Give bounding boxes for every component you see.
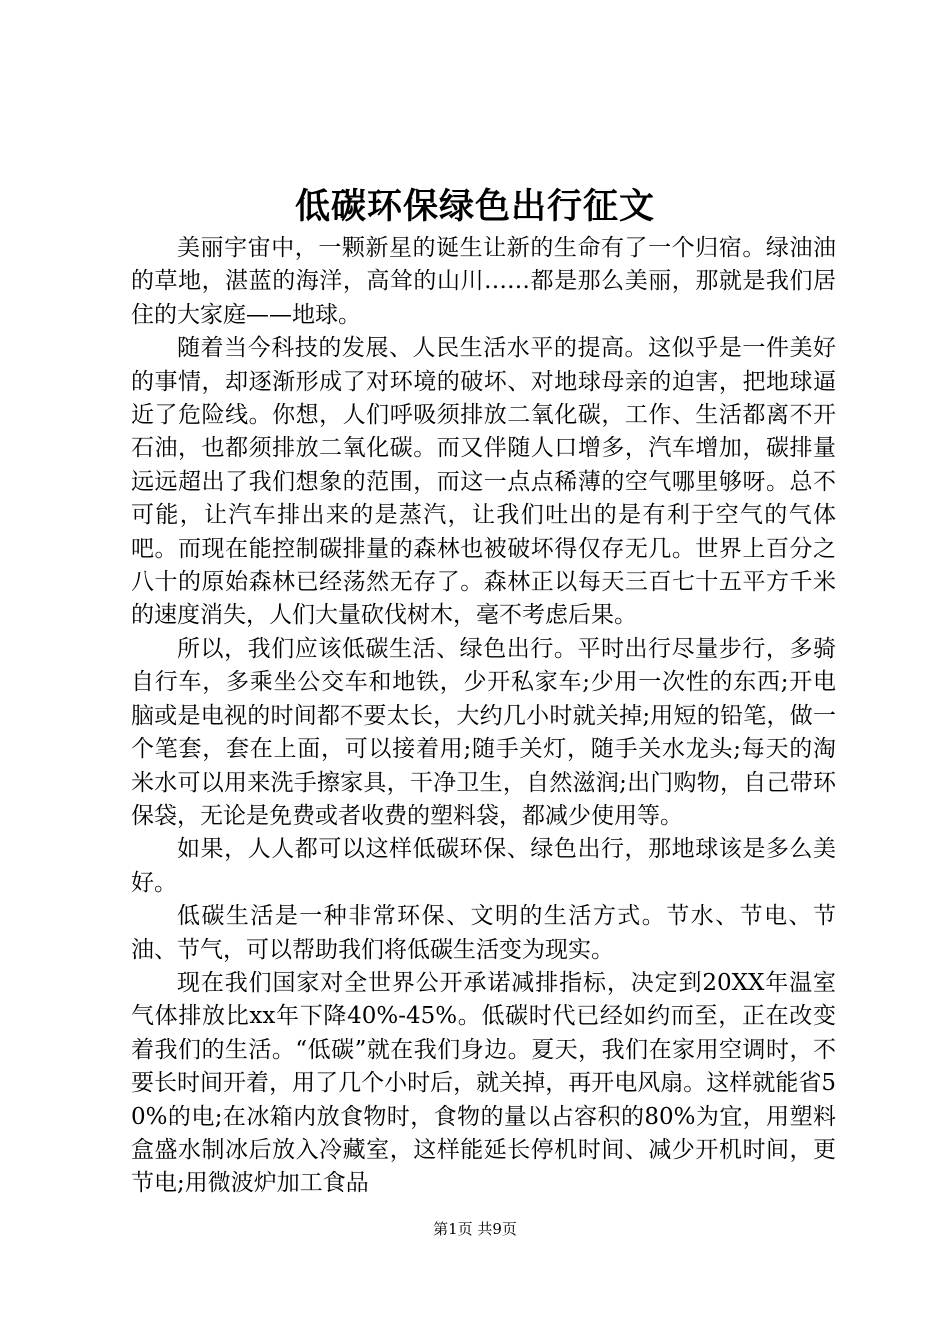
paragraph-2: 随着当今科技的发展、人民生活水平的提高。这似乎是一件美好的事情，却逐渐形成了对环境的破坏、对地球母亲的迫害，把地球逼近了危险线。你想，人们呼吸须排放二氧化碳，工作、生活都离不开石油，也都须排放二氧化碳。而又伴随人口增多，汽车增加，碳排量远远超出了我们想象的范围，而这一点点稀薄的空气哪里够呀。总不可能，让汽车排出来的是蒸汽，让我们吐出的是有利于空气的气体吧。而现在能控制碳排量的森林也被破坏得仅存无几。世界上百分之八十的原始森林已经荡然无存了。森林正以每天三百七十五平方千米的速度消失，人们大量砍伐树木，毫不考虑后果。: [131, 335, 836, 629]
page-footer: 第1页 共9页: [433, 1220, 517, 1238]
paragraph-6: 现在我们国家对全世界公开承诺减排指标，决定到20XX年温室气体排放比xx年下降40%-45%。低碳时代已经如约而至，正在改变着我们的生活。“低碳”就在我们身边。夏天，我们在家用空调时，不要长时间开着，用了几个小时后，就关掉，再开电风扇。这样就能省50%的电;在冰箱内放食物时，食物的量以占容积的80%为宜，用塑料盒盛水制冰后放入冷藏室，这样能延长停机时间、减少开机时间，更节电;用微波炉加工食品: [131, 969, 836, 1197]
paragraph-1: 美丽宇宙中，一颗新星的诞生让新的生命有了一个归宿。绿油油的草地，湛蓝的海洋，高耸的山川……都是那么美丽，那就是我们居住的大家庭——地球。: [131, 235, 836, 328]
paragraph-5: 低碳生活是一种非常环保、文明的生活方式。节水、节电、节油、节气，可以帮助我们将低碳生活变为现实。: [131, 903, 836, 963]
document-title: 低碳环保绿色出行征文: [294, 186, 655, 227]
paragraph-3: 所以，我们应该低碳生活、绿色出行。平时出行尽量步行，多骑自行车，多乘坐公交车和地铁，少开私家车;少用一次性的东西;开电脑或是电视的时间都不要太长，大约几小时就关掉;用短的铅笔，做一个笔套，套在上面，可以接着用;随手关灯，随手关水龙头;每天的淘米水可以用来洗手擦家具，干净卫生，自然滋润;出门购物，自己带环保袋，无论是免费或者收费的塑料袋，都减少使用等。: [131, 635, 836, 829]
document-body: [131, 232, 836, 1201]
paragraph-4: 如果，人人都可以这样低碳环保、绿色出行，那地球该是多么美好。: [131, 836, 836, 896]
